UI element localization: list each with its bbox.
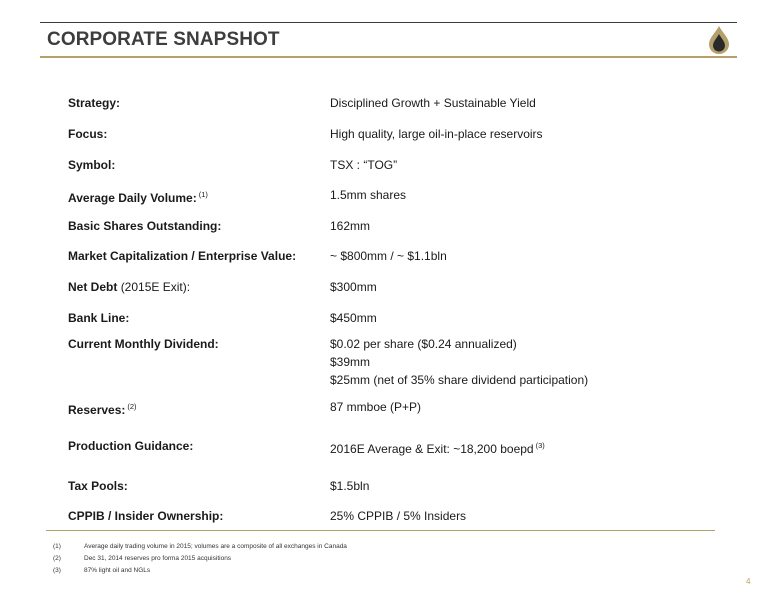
title-rule <box>40 56 737 58</box>
page-title: CORPORATE SNAPSHOT <box>47 29 280 50</box>
footnote-ref: (3) <box>535 441 545 450</box>
row-label: Current Monthly Dividend: <box>68 337 219 351</box>
row-value: 87 mmboe (P+P) <box>330 400 422 414</box>
row-value: 162mm <box>330 219 371 233</box>
row-label: CPPIB / Insider Ownership: <box>68 509 224 523</box>
row-value: TSX : “TOG” <box>330 158 398 172</box>
row-label: Net Debt (2015E Exit): <box>68 280 191 294</box>
oil-drop-icon <box>706 25 732 55</box>
page-number: 4 <box>746 577 751 586</box>
bottom-rule <box>46 530 715 531</box>
footnotes <box>53 541 347 577</box>
row-value: ~ $800mm / ~ $1.1bln <box>330 249 447 263</box>
row-label: Focus: <box>68 127 108 141</box>
row-value: 2016E Average & Exit: ~18,200 boepd $^{(3)}$ <box>330 441 545 456</box>
row-label: Strategy: <box>68 96 121 110</box>
row-value: $0.02 per share ($0.24 annualized) $39mm $25mm (net of 35% share dividend participation) <box>330 337 589 387</box>
footnote: (2) Dec 31, 2014 reserves pro forma 2015 acquisitions <box>53 555 232 562</box>
row-label: Average Daily Volume: $^{(1)}$ <box>68 190 208 205</box>
row-value: $450mm <box>330 311 377 325</box>
row-value: 25% CPPIB / 5% Insiders <box>330 509 467 523</box>
row-label: Bank Line: <box>68 311 130 325</box>
row-label: Production Guidance: <box>68 439 194 453</box>
row-value: $1.5bln <box>330 479 370 493</box>
footnote: (3) 87% light oil and NGLs <box>53 567 151 574</box>
row-value: Disciplined Growth + Sustainable Yield <box>330 96 536 110</box>
row-value: $300mm <box>330 280 377 294</box>
top-rule <box>40 22 737 23</box>
row-label: Market Capitalization / Enterprise Value: <box>68 249 297 263</box>
row-label: Tax Pools: <box>68 479 128 493</box>
row-value: 1.5mm shares <box>330 188 407 202</box>
row-label: Reserves: $^{(2)}$ <box>68 402 137 417</box>
row-label: Symbol: <box>68 158 116 172</box>
footnote-ref: (2) <box>127 402 137 411</box>
footnote: (1) Average daily trading volume in 2015; volumes are a composite of all exchanges in Canada <box>53 543 347 550</box>
row-label: Basic Shares Outstanding: <box>68 219 222 233</box>
row-value: High quality, large oil-in-place reservoirs <box>330 127 543 141</box>
footnote-ref: (1) <box>198 190 208 199</box>
